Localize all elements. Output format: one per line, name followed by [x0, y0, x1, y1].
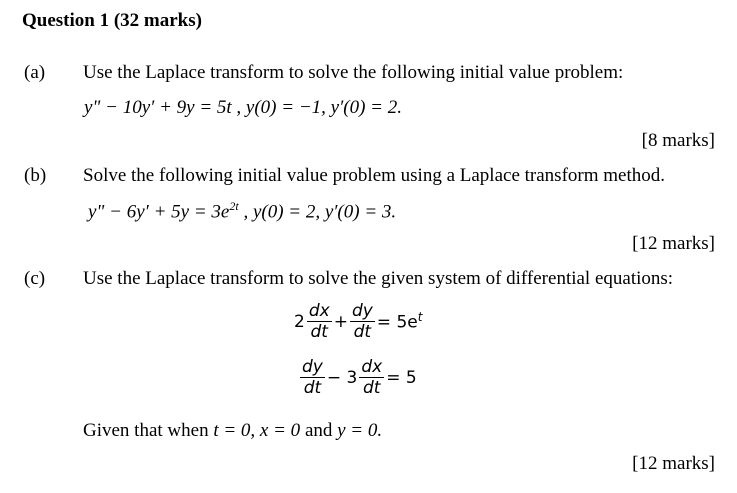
eq2-rhs: = 5 — [386, 367, 417, 388]
part-b-equation — [88, 199, 396, 223]
system-equation-2 — [300, 357, 419, 398]
question-title: Question 1 (32 marks) — [22, 10, 202, 31]
part-b-equation-exponent: 2t — [229, 199, 239, 213]
eq1-fraction-dx-dt — [307, 301, 332, 342]
part-b-equation-main: y" − 6y′ + 5y = 3e — [88, 201, 230, 223]
eq1-rhs-exponent: t — [417, 310, 423, 325]
part-c-label: (c) — [24, 268, 46, 289]
eq1-coefficient: 2 — [294, 311, 305, 332]
system-equation-1 — [292, 301, 424, 342]
eq1-fraction-dy-dt — [350, 301, 375, 342]
part-c-text: Use the Laplace transform to solve the given system of differential equations: — [83, 268, 674, 289]
eq2-frac2-denominator: dt — [359, 377, 384, 398]
eq2-frac1-numerator: dy — [302, 357, 323, 377]
part-b-text: Solve the following initial value problem using a Laplace transform method. — [83, 165, 665, 186]
given-prefix: Given that when — [83, 420, 214, 441]
eq2-fraction-dx-dt — [359, 357, 384, 398]
eq2-frac1-denominator: dt — [300, 377, 325, 398]
part-c-given — [83, 420, 382, 442]
given-math: t = 0, x = 0 — [213, 420, 301, 441]
part-b-marks: [12 marks] — [632, 233, 715, 254]
eq2-minus-operator: − 3 — [326, 367, 358, 388]
part-a-equation: y" − 10y′ + 9y = 5t , y(0) = −1, y′(0) = 2. — [84, 97, 402, 118]
eq1-frac1-numerator: dx — [308, 301, 330, 321]
eq1-frac2-numerator: dy — [351, 301, 373, 321]
eq1-frac1-denominator: dt — [307, 321, 332, 342]
part-a-label: (a) — [24, 62, 46, 83]
part-a-marks: [8 marks] — [641, 130, 715, 151]
given-math-2: y = 0. — [337, 420, 383, 441]
part-a-text: Use the Laplace transform to solve the following initial value problem: — [83, 62, 624, 83]
eq2-fraction-dy-dt — [300, 357, 325, 398]
eq1-frac2-denominator: dt — [350, 321, 375, 342]
part-b-label: (b) — [24, 165, 47, 186]
part-c-marks: [12 marks] — [632, 453, 715, 474]
eq2-frac2-numerator: dx — [361, 357, 383, 377]
given-and: and — [300, 420, 338, 441]
part-b-equation-ic: , y(0) = 2, y′(0) = 3. — [238, 201, 397, 223]
eq1-rhs: = $5e^t$ — [376, 310, 423, 333]
eq1-plus-operator: + — [333, 311, 348, 332]
